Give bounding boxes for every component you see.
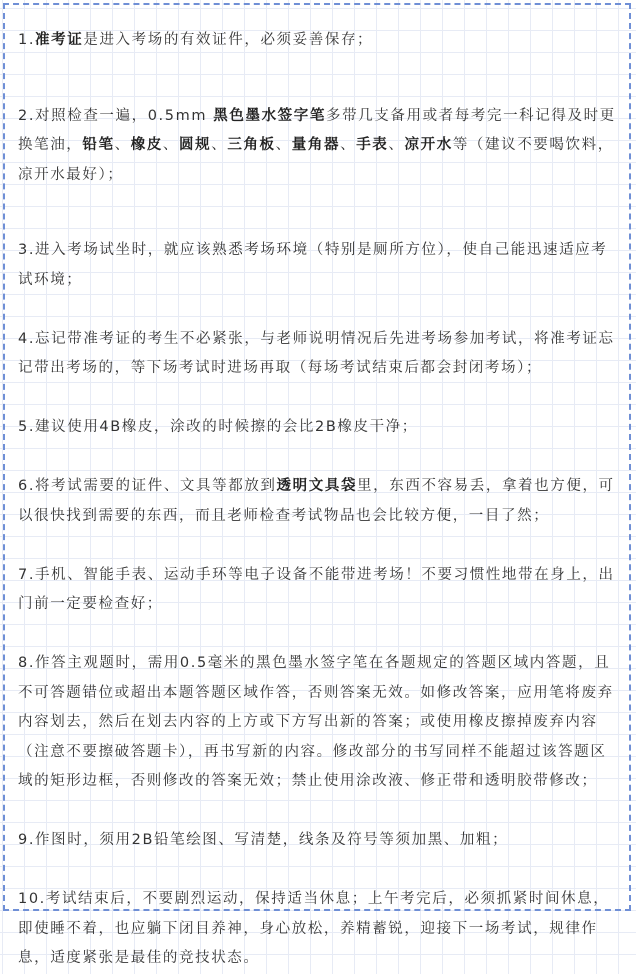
tip-10: 10.考试结束后，不要剧烈运动，保持适当休息；上午考完后，必须抓紧时间休息，即使睡不着，也应躺下闭目养神，身心放松，养精蓄锐，迎接下一场考试，规律作息，适度紧张是最佳的竞技状态。 bbox=[18, 891, 610, 966]
tip-1: 1.准考证是进入考场的有效证件，必须妥善保存； bbox=[18, 32, 374, 48]
spacer bbox=[18, 856, 618, 886]
spacer bbox=[18, 443, 618, 473]
spacer bbox=[18, 295, 618, 325]
tip-3: 3.进入考场试坐时，就应该熟悉考场环境（特别是厕所方位），使自己能迅速适应考试环境； bbox=[18, 242, 608, 288]
spacer bbox=[18, 190, 618, 236]
tip-6: 6.将考试需要的证件、文具等都放到透明文具袋里，东西不容易丢，拿着也方便，可以很快找到需要的东西，而且老师检查考试物品也会比较方便，一目了然； bbox=[18, 478, 615, 524]
exam-tips-list bbox=[18, 26, 618, 974]
tip-4: 4.忘记带准考证的考生不必紧张，与老师说明情况后先进考场参加考试，将准考证忘记带出考场的，等下场考试时进场再取（每场考试结束后都会封闭考场）； bbox=[18, 330, 615, 376]
tip-7: 7.手机、智能手表、运动手环等电子设备不能带进考场！不要习惯性地带在身上，出门前一定要检查好； bbox=[18, 566, 615, 612]
tip-5: 5.建议使用4B橡皮，涂改的时候擦的会比2B橡皮干净； bbox=[18, 419, 418, 435]
tip-2: 2.对照检查一遍，0.5mm 黑色墨水签字笔多带几支备用或者每考完一科记得及时更换笔油，铅笔、橡皮、圆规、三角板、量角器、手表、凉开水等（建议不要喝饮料，凉开水最好）； bbox=[18, 107, 616, 183]
spacer bbox=[18, 620, 618, 650]
spacer bbox=[18, 384, 618, 414]
tip-8: 8.作答主观题时，需用0.5毫米的黑色墨水签字笔在各题规定的答题区域内答题，且不可答题错位或超出本题答题区域作答，否则答案无效。如修改答案，应用笔将废弃内容划去，然后在划去内容的上方或下方写出新的答案；或使用橡皮擦掉废弃内容（注意不要擦破答题卡），再书写新的内容。修改部分的书写同样不能超过该答题区域的矩形边框，否则修改的答案无效；禁止使用涂改液、修正带和透明胶带修改； bbox=[18, 655, 614, 789]
spacer bbox=[18, 56, 618, 102]
spacer bbox=[18, 797, 618, 827]
spacer bbox=[18, 531, 618, 561]
tip-9: 9.作图时，须用2B铅笔绘图、写清楚，线条及符号等须加黑、加粗； bbox=[18, 832, 509, 848]
